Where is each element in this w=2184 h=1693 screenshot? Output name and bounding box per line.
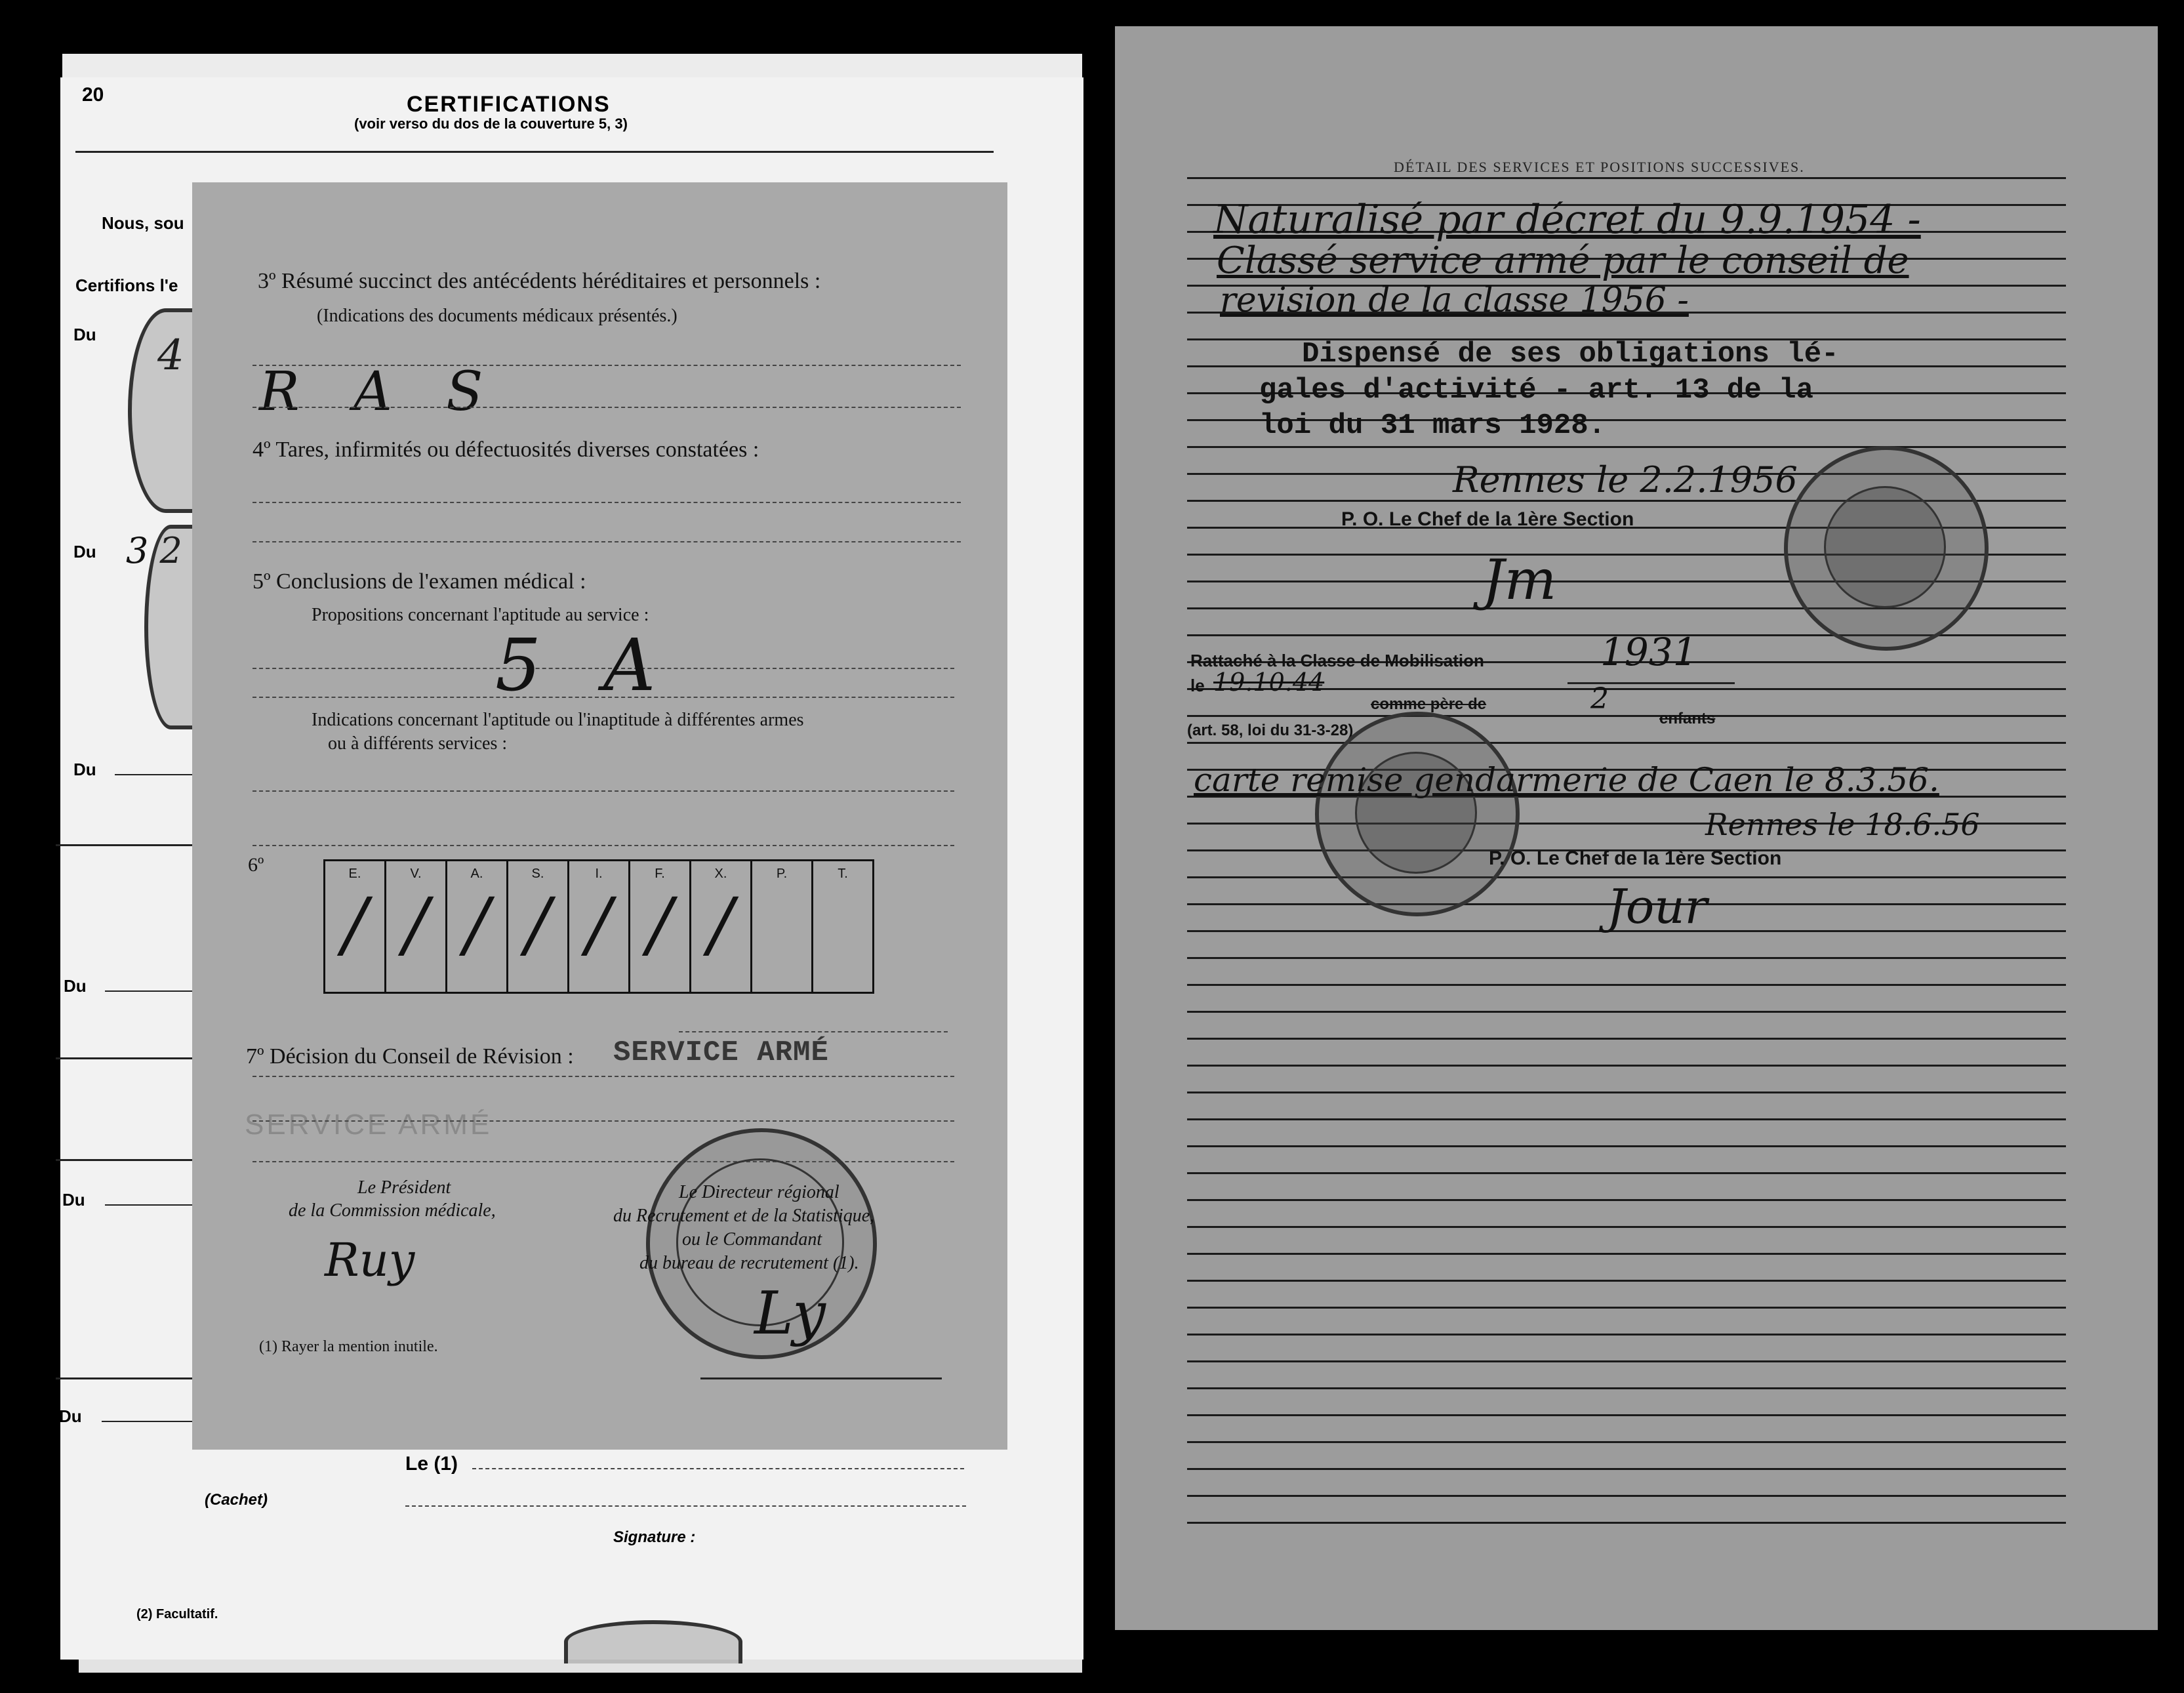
directeur-signature: Ly xyxy=(754,1279,826,1348)
signature-label: Signature : xyxy=(613,1528,696,1546)
aptitude-header: F. xyxy=(655,867,665,881)
recrutement-stamp-right xyxy=(1784,446,1989,651)
ruled-line xyxy=(1187,715,2066,717)
ruled-line xyxy=(1187,1414,2066,1416)
aptitude-mark: / xyxy=(586,882,611,966)
ruled-line xyxy=(1187,984,2066,986)
item5-line-4 xyxy=(253,845,954,846)
signature-1: Jm xyxy=(1482,548,1557,612)
ruled-line xyxy=(1187,446,2066,448)
aptitude-header: S. xyxy=(531,867,544,881)
ruled-line xyxy=(1187,1334,2066,1336)
item5-title: 5º Conclusions de l'examen médical : xyxy=(253,569,586,594)
right-header: DÉTAIL DES SERVICES ET POSITIONS SUCCESSIVES. xyxy=(1394,159,1805,175)
item5-sub1: Propositions concernant l'aptitude au service : xyxy=(312,605,649,625)
ruled-line xyxy=(1187,1118,2066,1120)
directeur-l3: ou le Commandant xyxy=(682,1229,822,1250)
aptitude-header: T. xyxy=(838,867,848,881)
item7-line-2 xyxy=(253,1120,954,1122)
ruled-line xyxy=(1187,1065,2066,1067)
item3-value: R A S xyxy=(259,361,502,423)
president-l1: Le Président xyxy=(357,1177,451,1198)
du-line-4 xyxy=(105,990,193,992)
signature-rule xyxy=(700,1377,942,1379)
item5-line-2 xyxy=(253,697,954,698)
section-rule-4 xyxy=(56,1057,193,1059)
title-rule xyxy=(75,151,994,153)
item6-label: 6º xyxy=(248,854,264,876)
aptitude-mark: / xyxy=(708,882,733,966)
item4-title: 4º Tares, infirmités ou défectuosités diverses constatées : xyxy=(253,438,759,462)
section-rule-5 xyxy=(56,1159,193,1161)
partial-stamp-bottom xyxy=(564,1620,742,1663)
aptitude-header: V. xyxy=(410,867,422,881)
ruled-line xyxy=(1187,1387,2066,1389)
ruled-line xyxy=(1187,1038,2066,1040)
nous-label: Nous, sou xyxy=(102,213,184,233)
item5-line-3 xyxy=(253,790,954,792)
le-line xyxy=(472,1468,964,1469)
typed-line-1: Dispensé de ses obligations lé- xyxy=(1302,338,1839,371)
chef-line-1: P. O. Le Chef de la 1ère Section xyxy=(1341,508,1634,530)
stamp-service-arme-dark: SERVICE ARMÉ xyxy=(613,1036,829,1069)
ruled-line xyxy=(1187,1468,2066,1470)
recrutement-stamp-right-2 xyxy=(1315,712,1520,916)
du-handwritten-1: 4 xyxy=(157,331,184,380)
aptitude-mark: / xyxy=(464,882,489,966)
hand-date-2: Rennes le 18.6.56 xyxy=(1705,807,1980,842)
typed-line-3: loi du 31 mars 1928. xyxy=(1259,409,1606,442)
ruled-line xyxy=(1187,1280,2066,1282)
page-title: CERTIFICATIONS xyxy=(407,92,611,117)
comme-pere: comme père de xyxy=(1371,695,1487,713)
hand-line-2: Classé service armé par le conseil de xyxy=(1217,239,1909,282)
aptitude-cell xyxy=(630,861,691,993)
ruled-line xyxy=(1187,1253,2066,1255)
item7-line-0 xyxy=(679,1031,948,1032)
rattache-label: Rattaché à la Classe de Mobilisation xyxy=(1190,651,1484,670)
aptitude-header: A. xyxy=(470,867,483,881)
aptitude-mark: / xyxy=(525,882,550,966)
president-signature: Ruy xyxy=(325,1233,415,1287)
item5-sub3: ou à différents services : xyxy=(328,733,508,754)
ruled-line xyxy=(1187,1011,2066,1013)
hand-line-3: revision de la classe 1956 - xyxy=(1220,281,1689,320)
chef-line-2: P. O. Le Chef de la 1ère Section xyxy=(1489,847,1782,869)
aptitude-header: E. xyxy=(348,867,361,881)
item7-line-1 xyxy=(253,1076,954,1077)
footnote: (1) Rayer la mention inutile. xyxy=(259,1338,438,1355)
aptitude-cell xyxy=(813,861,874,993)
ruled-line xyxy=(1187,1360,2066,1362)
ruled-line xyxy=(1187,957,2066,959)
ruled-line xyxy=(1187,1441,2066,1443)
du-label-2: Du xyxy=(73,542,96,561)
du-label-1: Du xyxy=(73,325,96,344)
typed-line-2: gales d'activité - art. 13 de la xyxy=(1259,374,1813,407)
directeur-l4: du bureau de recrutement (1). xyxy=(639,1253,859,1273)
du-line-3 xyxy=(115,774,193,775)
du-label-6: Du xyxy=(59,1406,82,1426)
hand-line-1: Naturalisé par décret du 9.9.1954 - xyxy=(1213,197,1921,243)
partial-stamp-2 xyxy=(144,525,197,729)
directeur-l1: Le Directeur régional xyxy=(679,1182,839,1202)
aptitude-cell xyxy=(325,861,386,993)
ruled-line xyxy=(1187,1495,2066,1497)
aptitude-header: I. xyxy=(595,867,603,881)
signature-2: Jour xyxy=(1607,879,1707,934)
certifions-label: Certifions l'e xyxy=(75,275,178,295)
ruled-line xyxy=(1187,742,2066,744)
facultatif-label: (2) Facultatif. xyxy=(136,1607,218,1622)
aptitude-cell xyxy=(386,861,447,993)
du-line-5 xyxy=(105,1204,193,1206)
ruled-line xyxy=(1187,1522,2066,1524)
section-rule-6 xyxy=(56,1377,193,1379)
item5-value: 5 A xyxy=(495,623,676,707)
le-label-right: le xyxy=(1190,676,1205,695)
aptitude-cell xyxy=(752,861,813,993)
item5-sub2: Indications concernant l'aptitude ou l'inaptitude à différentes armes xyxy=(312,710,804,730)
aptitude-mark: / xyxy=(647,882,672,966)
item3-title: 3º Résumé succinct des antécédents héréditaires et personnels : xyxy=(258,269,821,293)
ruled-line xyxy=(1187,177,2066,179)
cachet-line xyxy=(405,1505,966,1507)
du-line-6 xyxy=(102,1421,193,1422)
art-ref: (art. 58, loi du 31-3-28) xyxy=(1187,722,1354,739)
du-label-3: Du xyxy=(73,760,96,779)
item7-title: 7º Décision du Conseil de Révision : xyxy=(246,1044,574,1069)
hand-date-1: Rennes le 2.2.1956 xyxy=(1453,459,1798,500)
ruled-line xyxy=(1187,1145,2066,1147)
aptitude-mark: / xyxy=(403,882,428,966)
rattache-value: 1931 xyxy=(1600,630,1697,674)
ruled-line xyxy=(1187,1307,2066,1309)
aptitude-header: P. xyxy=(776,867,788,881)
enfants-label: enfants xyxy=(1659,710,1716,727)
ruled-line xyxy=(1187,1226,2066,1228)
ruled-line xyxy=(1187,1172,2066,1174)
du-label-4: Du xyxy=(64,976,87,996)
directeur-l2: du Recrutement et de la Statistique, xyxy=(613,1206,875,1226)
aptitude-cell xyxy=(447,861,508,993)
item4-line-1 xyxy=(253,502,961,503)
ruled-line xyxy=(1187,1199,2066,1201)
item7-line-3 xyxy=(253,1161,954,1162)
le-value-right: 19.10.44 xyxy=(1213,668,1325,697)
page-subtitle: (voir verso du dos de la couverture 5, 3) xyxy=(354,115,628,132)
item3-line-2 xyxy=(253,407,961,408)
ruled-line xyxy=(1187,876,2066,878)
aptitude-cell xyxy=(508,861,569,993)
du-handwritten-2: 3 2 xyxy=(126,530,182,571)
aptitude-cell xyxy=(569,861,630,993)
section-rule-3 xyxy=(56,844,193,846)
aptitude-table xyxy=(323,859,874,994)
item3-subtitle: (Indications des documents médicaux présentés.) xyxy=(317,306,677,326)
enfants-value: 2 xyxy=(1590,682,1609,716)
du-label-5: Du xyxy=(62,1190,85,1210)
aptitude-header: X. xyxy=(714,867,727,881)
hand-line-4: carte remise gendarmerie de Caen le 8.3.56. xyxy=(1194,761,1939,799)
stamp-service-arme-faint: SERVICE ARMÉ xyxy=(245,1109,493,1141)
aptitude-mark: / xyxy=(342,882,367,966)
le-label: Le (1) xyxy=(405,1453,458,1475)
cachet-label: (Cachet) xyxy=(205,1491,268,1509)
president-l2: de la Commission médicale, xyxy=(289,1200,496,1221)
item4-line-2 xyxy=(253,541,961,542)
ruled-line xyxy=(1187,1091,2066,1093)
page-number: 20 xyxy=(82,84,104,106)
aptitude-cell xyxy=(691,861,752,993)
